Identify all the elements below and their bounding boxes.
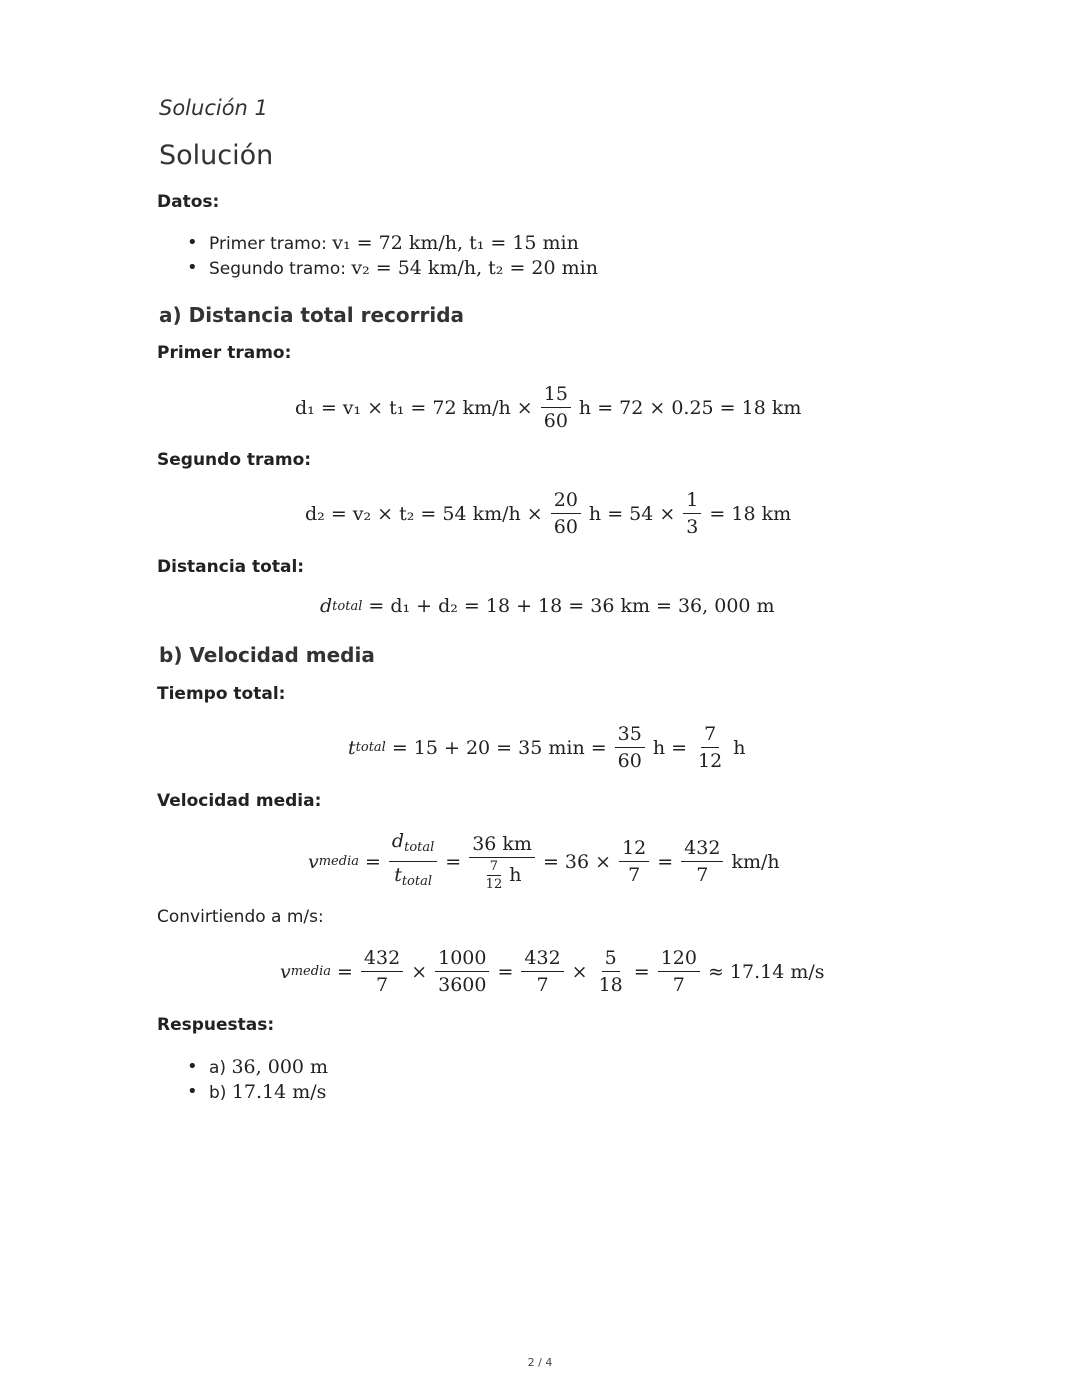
fraction: $\frac{432}{7}$ xyxy=(521,947,563,996)
fraction: $\frac{1}{3}$ xyxy=(683,489,701,538)
fraction: $\frac{1000}{3600}$ xyxy=(435,947,489,996)
page-title: Solución xyxy=(159,140,274,171)
fraction: $\frac{432}{7}$ xyxy=(361,947,403,996)
fraction: 36 km $\frac{7}{12}$ h xyxy=(469,833,535,891)
fraction: $\frac{35}{60}$ xyxy=(615,723,645,772)
fraction: $\frac{15}{60}$ xyxy=(541,383,571,432)
list-item: • b) 17.14 m/s xyxy=(159,1080,328,1105)
list-item: • Segundo tramo: v₂ = 54 km/h, t₂ = 20 min xyxy=(159,256,598,281)
tiempo-total-label: Tiempo total: xyxy=(157,684,286,704)
fraction: $\frac{20}{60}$ xyxy=(551,489,581,538)
convert-label: Convirtiendo a m/s: xyxy=(157,907,324,927)
fraction: $\frac{5}{18}$ xyxy=(598,947,623,996)
list-item: • a) 36, 000 m xyxy=(159,1055,328,1080)
section-heading-b: b) Velocidad media xyxy=(159,643,375,667)
running-title: Solución 1 xyxy=(159,96,268,120)
fraction: $\frac{120}{7}$ xyxy=(658,947,700,996)
fraction: $\frac{432}{7}$ xyxy=(681,837,723,886)
respuestas-list xyxy=(159,1055,328,1105)
velocidad-media-label: Velocidad media: xyxy=(157,791,322,811)
equation-ttotal: t total = 15 + 20 = 35 min = $\frac{35}{60}$ h = $\frac{7}{12}$ h xyxy=(348,723,746,772)
segundo-tramo-label: Segundo tramo: xyxy=(157,450,312,470)
primer-tramo-label: Primer tramo: xyxy=(157,343,292,363)
equation-d2: d₂ = v₂ × t₂ = 54 km/h × $\frac{20}{60}$ h = 54 × $\frac{1}{3}$ = 18 km xyxy=(305,489,792,538)
fraction: $\frac{d_{total}}{t_{total}}$ xyxy=(389,830,437,893)
datos-label: Datos: xyxy=(157,192,220,212)
equation-vmedia: v media = $\frac{d_{total}}{t_{total}}$ = 36 km $\frac{7}{12}$ h = 36 × $\frac{12}{7}$ = $\frac{432}{7}$ km/h xyxy=(308,830,780,892)
datos-list xyxy=(159,231,598,281)
distancia-total-label: Distancia total: xyxy=(157,557,305,577)
list-item: • Primer tramo: v₁ = 72 km/h, t₁ = 15 min xyxy=(159,231,598,256)
fraction: $\frac{12}{7}$ xyxy=(619,837,649,886)
equation-d1: d₁ = v₁ × t₁ = 72 km/h × $\frac{15}{60}$ h = 72 × 0.25 = 18 km xyxy=(295,383,802,432)
page-number: 2 / 4 xyxy=(527,1356,553,1369)
section-heading-a: a) Distancia total recorrida xyxy=(159,303,465,327)
equation-conversion: v media = $\frac{432}{7}$ × $\frac{1000}{3600}$ = $\frac{432}{7}$ × $\frac{5}{18}$ = $\frac{120}{7}$ ≈ 17.14 m/s xyxy=(280,947,825,996)
fraction: $\frac{7}{12}$ xyxy=(698,723,723,772)
respuestas-label: Respuestas: xyxy=(157,1015,275,1035)
equation-dtotal: d total = d₁ + d₂ = 18 + 18 = 36 km = 36, 000 m xyxy=(320,595,775,617)
